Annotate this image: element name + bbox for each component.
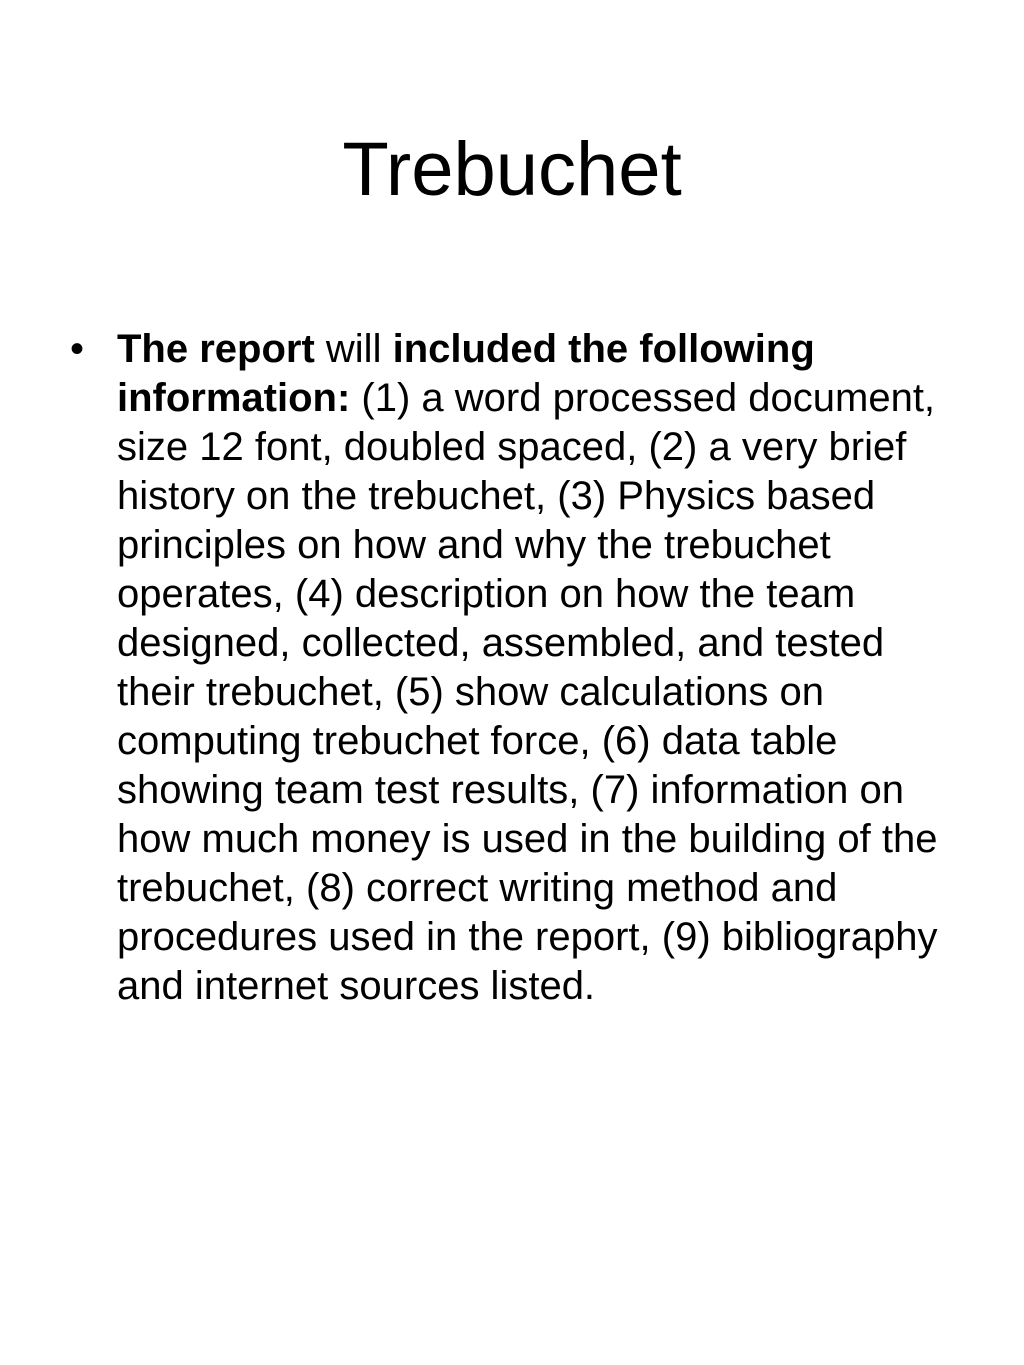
bullet-text bbox=[117, 325, 957, 1011]
slide-title: Trebuchet bbox=[342, 127, 682, 212]
bullet-lead-bold-2: included the following information: bbox=[117, 327, 815, 420]
bullet-body: (1) a word processed document, size 12 font, doubled spaced, (2) a very brief history on the trebuchet, (3) Physics based principles on how and why the trebuchet operates, (4) description on how the team designed, collected, assembled, and tested their trebuchet, (5) show calculations on computing trebuchet force, (6) data table showing team test results, (7) information on how much money is used in the building of the trebuchet, (8) correct writing method and procedures used in the report, (9) bibliography and internet sources listed. bbox=[117, 376, 938, 1008]
bullet-marker: • bbox=[70, 327, 85, 371]
bullet-lead-bold-1: The report bbox=[117, 327, 315, 371]
bullet-lead-regular: will bbox=[314, 327, 393, 371]
